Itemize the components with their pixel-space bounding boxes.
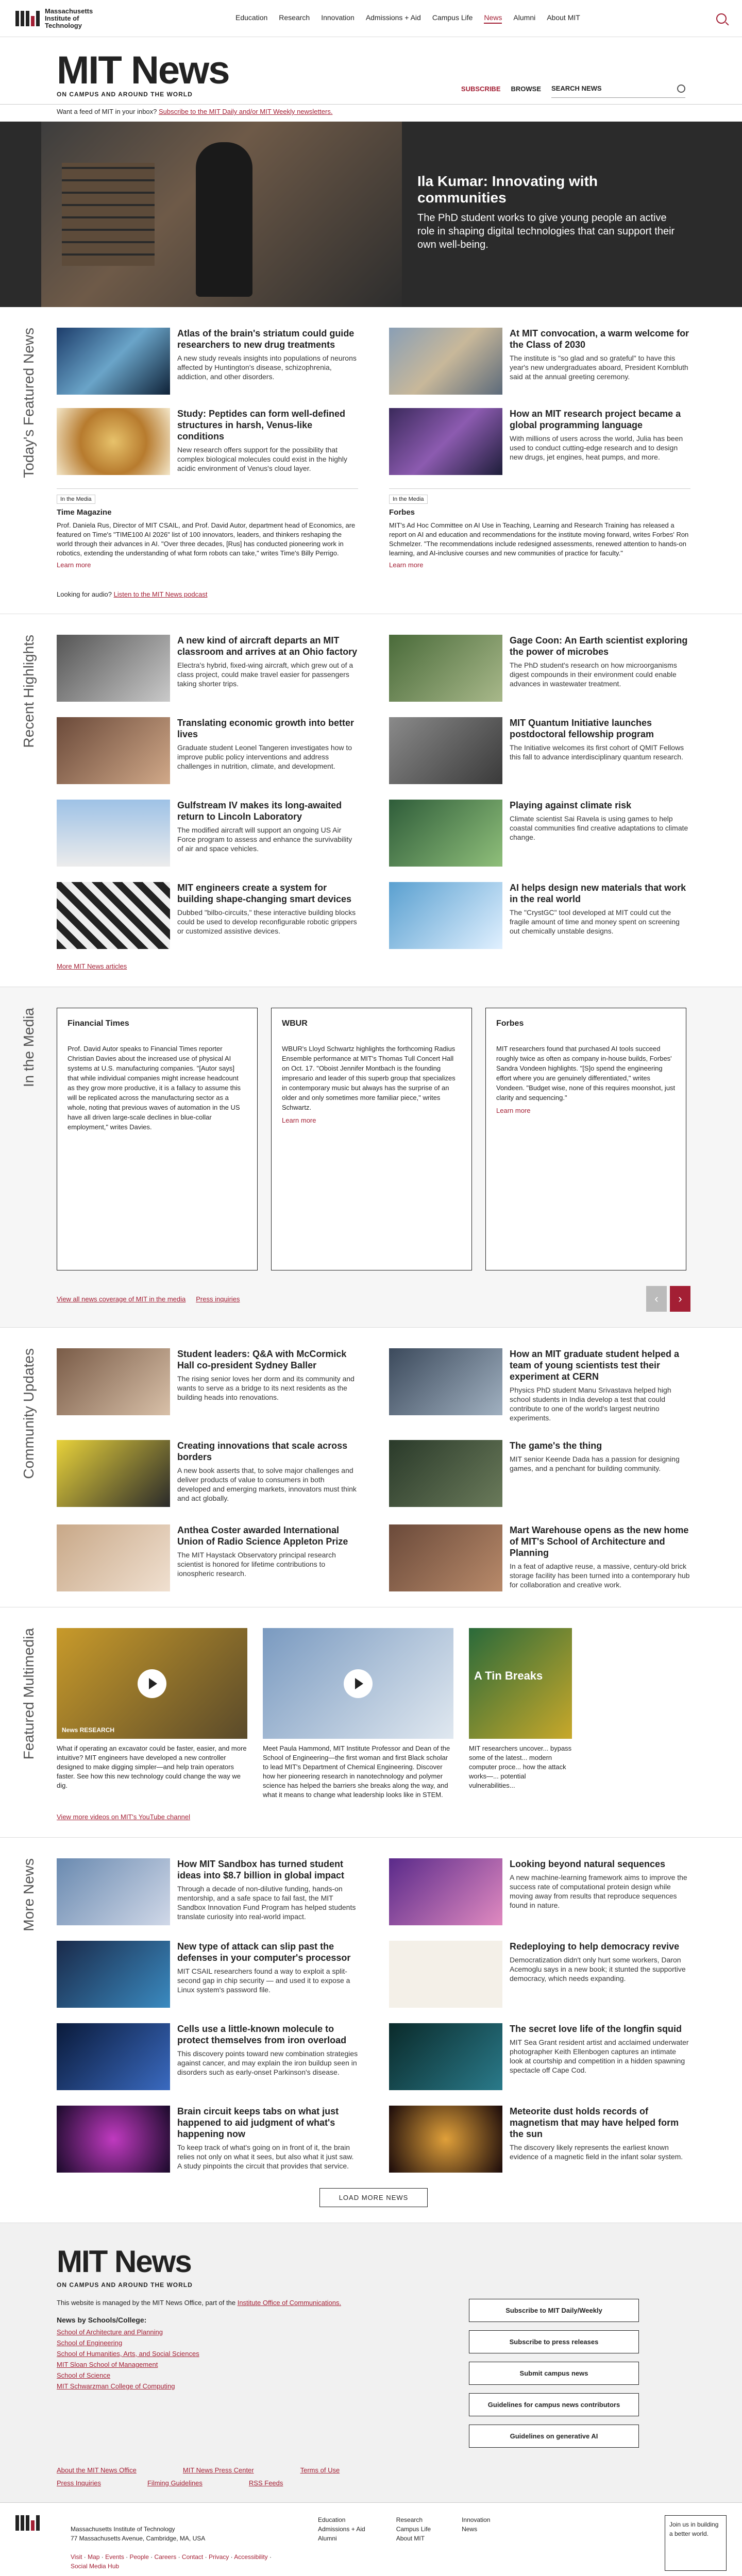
story-title[interactable]: Cells use a little-known molecule to protect themselves from iron overload: [177, 2024, 347, 2045]
podcast-prefix: Looking for audio?: [57, 590, 112, 598]
story-summary: To keep track of what's going on in front of it, the brain relies not only on what it sees, but also what it just saw. A study pinpoints the circuit that provides that service.: [177, 2143, 354, 2170]
story-thumbnail: [57, 882, 170, 949]
community-story[interactable]: [57, 1524, 358, 1591]
story-summary: With millions of users across the world, Julia has been used to conduct cutting-edge research and to design new drugs, jet engines, heat pumps, and more.: [510, 434, 683, 461]
learn-more-link[interactable]: Learn more: [282, 1116, 316, 1124]
carousel-pager: [646, 1286, 690, 1312]
mit-logo-text: Massachusetts Institute of Technology: [45, 7, 93, 29]
story-thumbnail: [389, 1941, 502, 2008]
more-story[interactable]: [389, 1941, 690, 2008]
community-story[interactable]: [389, 1524, 690, 1591]
footer-link[interactable]: Admissions + Aid: [318, 2526, 365, 2533]
recent-story[interactable]: [389, 800, 690, 867]
video-badge: A Tin Breaks: [474, 1669, 543, 1682]
more-story[interactable]: [57, 1941, 358, 2008]
community-story[interactable]: [57, 1348, 358, 1422]
footer-columns: [57, 2299, 685, 2456]
story-summary: Climate scientist Sai Ravela is using games to help coastal communities find creative adaptations to climate change.: [510, 815, 688, 841]
story-summary: The MIT Haystack Observatory principal research scientist is honored for lifetime contributions to ionospheric research.: [177, 1551, 336, 1578]
news-tools: [461, 79, 685, 98]
story-thumbnail: [389, 2106, 502, 2173]
footer-link[interactable]: Research: [396, 2516, 423, 2523]
media-outlet: Financial Times: [68, 1019, 129, 1028]
story-thumbnail: [57, 408, 170, 475]
video-description: What if operating an excavator could be faster, easier, and more intuitive? MIT engineers have developed a new controller designed to make digging simpler—and help train operators faster. See how this new technology could change the way we dig.: [57, 1744, 247, 1789]
mit-address: Massachusetts Institute of Technology 77 Massachusetts Avenue, Cambridge, MA, USA Visit · Map · Events · People · Careers · Contact · Privacy · Accessibility · Social Media Hub: [71, 2526, 272, 2570]
subscribe-daily-button[interactable]: Subscribe to MIT Daily/Weekly: [469, 2299, 639, 2322]
story-summary: The institute is "so glad and so grateful" to have this year's new undergraduates aboard, President Kornbluth said at the annual greeting ceremony.: [510, 354, 688, 381]
story-thumbnail: [57, 1524, 170, 1591]
recent-body: [57, 635, 690, 971]
story-title[interactable]: A new kind of aircraft departs an MIT classroom and arrives at an Ohio factory: [177, 635, 358, 657]
search-input[interactable]: [551, 79, 685, 98]
video-description: Meet Paula Hammond, MIT Institute Professor and Dean of the School of Engineering—the first woman and first Black scholar to lead MIT's Department of Chemical Engineering. Discover how her pioneering research in nanotechnology and polymer science has helped the barriers she breaks along the way, and what it means to change what leadership looks like in STEM.: [263, 1744, 450, 1799]
multimedia-body: [57, 1628, 690, 1822]
story-summary: A new book asserts that, to solve major challenges and deliver products of value to consumers in both developed and emerging markets, innovators must think and act globally.: [177, 1466, 357, 1502]
footer-col-2: [396, 2515, 431, 2571]
footer-left: [57, 2299, 407, 2456]
podcast-line: [57, 590, 690, 598]
nav-education[interactable]: Education: [235, 13, 268, 22]
video-badge: News RESEARCH: [62, 1726, 115, 1734]
footer-link[interactable]: Education: [318, 2516, 346, 2523]
story-thumbnail: [57, 1941, 170, 2008]
media-text: MIT's Ad Hoc Committee on AI Use in Teaching, Learning and Research Training has released a report on AI and education and recommendations for the institute moving forward, writes Forbes' Ron Schmelzer. "The recommendations include redesigned assessments, renewed attention to hands-on learning, and AI-inclusive courses and new communities of practice for faculty.": [389, 521, 689, 557]
hero-summary: The PhD student works to give young people an active role in shaping digital technologies that can support their own well-being.: [417, 212, 675, 250]
footer-link[interactable]: Innovation: [462, 2516, 491, 2523]
story-thumbnail: [57, 717, 170, 784]
media-text: MIT researchers found that purchased AI tools succeed roughly twice as often as company in-house builds, Forbes' Sandra Vondeen highlights. "[S]o spend the engineering effort where you are genuinely differentiated," writes Vondeen. "Budget wise, none of this requires moonshot, just clarity and sequencing.": [496, 1045, 676, 1101]
featured-story[interactable]: [57, 328, 358, 395]
recent-story[interactable]: [389, 717, 690, 784]
featured-body: [57, 328, 690, 598]
footer-links-row1: [57, 2466, 685, 2474]
story-title[interactable]: Looking beyond natural sequences: [510, 1859, 666, 1869]
story-thumbnail: [389, 1858, 502, 1925]
story-thumbnail: [57, 328, 170, 395]
school-link[interactable]: School of Engineering: [57, 2339, 123, 2347]
story-summary: Democratization didn't only hurt some workers, Daron Acemoglu says in a new book; it stunted the supportive democracy, which needs expanding.: [510, 1956, 686, 1982]
story-thumbnail: [57, 2023, 170, 2090]
community-story[interactable]: [389, 1348, 690, 1422]
newsletter-prefix: Want a feed of MIT in your inbox?: [57, 108, 157, 115]
recent-section: [0, 614, 742, 987]
bottom-link[interactable]: Events: [105, 2553, 124, 2561]
footer: [0, 2223, 742, 2502]
school-link[interactable]: MIT Schwarzman College of Computing: [57, 2382, 175, 2390]
story-title[interactable]: Mart Warehouse opens as the new home of MIT's School of Architecture and Planning: [510, 1525, 689, 1558]
story-title[interactable]: The secret love life of the longfin squid: [510, 2024, 682, 2034]
view-coverage-link[interactable]: View all news coverage of MIT in the media: [57, 1295, 186, 1303]
story-title[interactable]: The game's the thing: [510, 1440, 602, 1451]
story-thumbnail: [57, 2106, 170, 2173]
more-story[interactable]: [389, 2106, 690, 2173]
in-media-card[interactable]: [57, 1008, 258, 1270]
story-title[interactable]: Anthea Coster awarded International Union of Radio Science Appleton Prize: [177, 1525, 348, 1547]
footer-link[interactable]: Terms of Use: [300, 2466, 340, 2474]
media-outlet: Time Magazine: [57, 508, 112, 517]
story-summary: The modified aircraft will support an ongoing US Air Force program to assess and enhance the survivability of air and space vehicles.: [177, 826, 352, 853]
media-outlet: WBUR: [282, 1019, 308, 1028]
hero-image: [41, 122, 402, 307]
story-summary: MIT senior Keende Dada has a passion for designing games, and a penchant for building community.: [510, 1455, 680, 1472]
story-title[interactable]: How an MIT research project became a global programming language: [510, 409, 681, 430]
story-summary: In a feat of adaptive reuse, a massive, century-old brick storage facility has been turned into a contemporary hub for collaboration and creative work.: [510, 1562, 690, 1589]
in-media-card[interactable]: [271, 1008, 472, 1270]
featured-story[interactable]: [57, 408, 358, 475]
story-title[interactable]: Playing against climate risk: [510, 800, 632, 810]
story-title[interactable]: Brain circuit keeps tabs on what just happened to aid judgment of what's happening now: [177, 2106, 339, 2139]
video-thumbnail: [57, 1628, 247, 1739]
footer-link[interactable]: About the MIT News Office: [57, 2466, 137, 2474]
story-title[interactable]: Study: Peptides can form well-defined structures in harsh, Venus-like conditions: [177, 409, 346, 442]
mit-logo-mark[interactable]: [15, 2515, 40, 2531]
media-outlet: Forbes: [389, 508, 415, 517]
footer-link[interactable]: News: [462, 2526, 478, 2533]
community-story[interactable]: [57, 1440, 358, 1507]
mit-bottom-bar: [0, 2502, 742, 2576]
nav-campus-life[interactable]: Campus Life: [432, 13, 473, 22]
office-link[interactable]: Institute Office of Communications.: [237, 2299, 342, 2307]
story-thumbnail: [389, 635, 502, 702]
story-thumbnail: [389, 1524, 502, 1591]
bottom-link[interactable]: Map: [88, 2553, 100, 2561]
story-summary: Dubbed "bilbo-circuits," these interactive building blocks could be used to develop reconfigurable robotic grippers or customized assistive devices.: [177, 908, 357, 935]
hero-image-shelf: [62, 163, 155, 266]
press-inquiries-link[interactable]: Press inquiries: [196, 1295, 240, 1303]
bottom-link[interactable]: Social Media Hub: [71, 2563, 120, 2570]
guidelines-button[interactable]: Guidelines for campus news contributors: [469, 2393, 639, 2416]
story-thumbnail: [57, 1440, 170, 1507]
story-thumbnail: [389, 328, 502, 395]
in-media-footer: [57, 1286, 690, 1312]
story-summary: Graduate student Leonel Tangeren investigates how to improve public policy interventions and address challenges in nutrition, climate, and development.: [177, 743, 352, 770]
story-thumbnail: [57, 635, 170, 702]
in-media-body: [57, 1008, 690, 1312]
recent-story[interactable]: [57, 800, 358, 867]
mit-logo[interactable]: [15, 8, 117, 29]
nav-alumni[interactable]: Alumni: [513, 13, 536, 22]
footer-link[interactable]: Campus Life: [396, 2526, 431, 2533]
recent-story[interactable]: [389, 635, 690, 702]
story-thumbnail: [389, 882, 502, 949]
in-media-item: [57, 488, 358, 570]
media-text: Prof. David Autor speaks to Financial Times reporter Christian Davies about the increased use of physical AI systems at U.S. manufacturing companies. "[Autor says] that while individual companies might increase headcount as they grow more productive, it is a fallacy to assume this will be replicated across the manufacturing sector as a whole, noting that previous waves of automation in the US have all driven large-scale declines in blue-collar employment," writes Davies.: [68, 1045, 241, 1131]
podcast-link[interactable]: Listen to the MIT News podcast: [113, 590, 208, 598]
search-icon[interactable]: [716, 13, 727, 24]
bottom-link[interactable]: Careers: [154, 2553, 177, 2561]
story-summary: The rising senior loves her dorm and its community and wants to serve as a bridge to its next residents as the building heads into renovations.: [177, 1375, 355, 1401]
more-story[interactable]: [389, 1858, 690, 1925]
school-link[interactable]: MIT Sloan School of Management: [57, 2361, 158, 2368]
page-subtitle: ON CAMPUS AND AROUND THE WORLD: [57, 91, 193, 98]
nav-about[interactable]: About MIT: [547, 13, 580, 22]
story-title[interactable]: MIT engineers create a system for building shape-changing smart devices: [177, 883, 352, 904]
recent-story[interactable]: [57, 882, 358, 949]
hero-title[interactable]: Ila Kumar: Innovating with communities: [417, 173, 598, 206]
story-summary: Physics PhD student Manu Srivastava helped high school students in India develop a test that could contribute to one of the world's largest neutrino experiments.: [510, 1386, 671, 1422]
story-title[interactable]: Student leaders: Q&A with McCormick Hall co-president Sydney Baller: [177, 1349, 347, 1370]
more-news-section: [0, 1838, 742, 2223]
in-media-card[interactable]: [485, 1008, 686, 1270]
video-card[interactable]: [469, 1628, 572, 1800]
mit-nav-links: [235, 13, 580, 24]
more-story[interactable]: [57, 2106, 358, 2173]
in-media-label: In the Media: [21, 1008, 37, 1088]
more-story[interactable]: [57, 2023, 358, 2090]
story-title[interactable]: New type of attack can slip past the defenses in your computer's processor: [177, 1941, 351, 1963]
story-title[interactable]: At MIT convocation, a warm welcome for the Class of 2030: [510, 328, 689, 350]
media-outlet: Forbes: [496, 1019, 524, 1028]
in-media-section: [0, 987, 742, 1328]
community-label: Community Updates: [21, 1348, 37, 1479]
more-story[interactable]: [389, 2023, 690, 2090]
play-icon[interactable]: [344, 1669, 373, 1698]
load-more-button[interactable]: LOAD MORE NEWS: [319, 2188, 428, 2207]
story-summary: Electra's hybrid, fixed-wing aircraft, which grew out of a class project, could make travel easier for passengers taking shorter trips.: [177, 661, 353, 688]
story-summary: This discovery points toward new combination strategies against cancer, and may explain the iron buildup seen in disorders such as early-onset Parkinson's disease.: [177, 2049, 358, 2076]
story-thumbnail: [57, 1858, 170, 1925]
more-articles-link[interactable]: More MIT News articles: [57, 962, 127, 970]
browse-button[interactable]: BROWSE: [511, 84, 541, 93]
search-icon: [677, 84, 685, 93]
story-thumbnail: [57, 800, 170, 867]
story-title[interactable]: Gulfstream IV makes its long-awaited return to Lincoln Laboratory: [177, 800, 342, 822]
learn-more-link[interactable]: Learn more: [57, 561, 91, 569]
hero-image-person: [196, 142, 252, 297]
recent-story[interactable]: [57, 717, 358, 784]
featured-story[interactable]: [389, 408, 690, 475]
footer-link[interactable]: RSS Feeds: [248, 2479, 283, 2487]
footer-col-3: [462, 2515, 490, 2571]
bottom-link[interactable]: Contact: [181, 2553, 204, 2561]
video-thumbnail: [469, 1628, 572, 1739]
footer-managed: This website is managed by the MIT News Office, part of the Institute Office of Communications.: [57, 2299, 342, 2307]
submit-news-button[interactable]: Submit campus news: [469, 2362, 639, 2385]
schools-heading: News by Schools/College:: [57, 2316, 147, 2324]
story-title[interactable]: Gage Coon: An Earth scientist exploring the power of microbes: [510, 635, 688, 657]
nav-research[interactable]: Research: [279, 13, 310, 22]
featured-section: [0, 307, 742, 614]
schools-list: [57, 2328, 407, 2390]
story-thumbnail: [57, 1348, 170, 1415]
story-title[interactable]: Redeploying to help democracy revive: [510, 1941, 680, 1952]
story-thumbnail: [389, 1348, 502, 1415]
story-thumbnail: [389, 408, 502, 475]
search-placeholder: SEARCH NEWS: [551, 84, 602, 92]
footer-link[interactable]: MIT News Press Center: [182, 2466, 254, 2474]
play-icon[interactable]: [138, 1669, 166, 1698]
in-media-item: [389, 488, 690, 570]
footer-links-row2: [57, 2479, 685, 2487]
media-text: Prof. Daniela Rus, Director of MIT CSAIL, and Prof. David Autor, department head of Economics, are featured on Time's "TIME100 AI 2026" list of 100 innovators, leaders, and thinkers reshaping the world through their advances in AI. "Over three decades, [Rus] has conducted pioneering work in robotics, extending the understanding of what form robots can take," writes Time's Billy Perrigo.: [57, 521, 356, 557]
bottom-link[interactable]: Privacy: [208, 2553, 229, 2561]
story-title[interactable]: How MIT Sandbox has turned student ideas into $8.7 billion in global impact: [177, 1859, 345, 1880]
more-news-body: [57, 1858, 690, 2207]
story-summary: MIT Sea Grant resident artist and acclaimed underwater photographer Keith Ellenbogen captures an intimate look at courtship and competition in a hidden spawning spectacle off Cape Cod.: [510, 2038, 689, 2074]
page-title[interactable]: MIT News: [57, 48, 229, 92]
story-title[interactable]: MIT Quantum Initiative launches postdoctoral fellowship program: [510, 718, 654, 739]
learn-more-link[interactable]: Learn more: [389, 561, 424, 569]
newsletter-line: [0, 105, 742, 122]
nav-news[interactable]: News: [484, 13, 502, 24]
footer-buttons: [469, 2299, 639, 2456]
bottom-link[interactable]: Accessibility: [234, 2553, 268, 2561]
featured-label: Today's Featured News: [21, 328, 37, 478]
story-title[interactable]: Atlas of the brain's striatum could guide researchers to new drug treatments: [177, 328, 355, 350]
story-summary: A new study reveals insights into populations of neurons affected by Huntington's disease, schizophrenia, addiction, and other disorders.: [177, 354, 357, 381]
mit-logo-mark: [15, 11, 40, 26]
story-thumbnail: [389, 717, 502, 784]
video-description: MIT researchers uncover... bypass some of the latest... modern computer proce... how the attack works—... potential vulnerabilities...: [469, 1744, 572, 1789]
story-summary: The Initiative welcomes its first cohort of QMIT Fellows this fall to advance interdisciplinary quantum research.: [510, 743, 684, 761]
youtube-link[interactable]: View more videos on MIT's YouTube channel: [57, 1813, 191, 1821]
footer-link[interactable]: Filming Guidelines: [147, 2479, 203, 2487]
recent-story[interactable]: [389, 882, 690, 949]
story-title[interactable]: AI helps design new materials that work in the real world: [510, 883, 686, 904]
story-summary: The discovery likely represents the earliest known evidence of a magnetic field in the infant solar system.: [510, 2143, 683, 2161]
featured-story[interactable]: [389, 328, 690, 395]
next-arrow-icon[interactable]: ›: [670, 1286, 690, 1312]
mit-global-nav: [0, 0, 742, 37]
story-summary: The PhD student's research on how microorganisms digest compounds in their environment could enable advances in wastewater treatment.: [510, 661, 677, 688]
story-title[interactable]: How an MIT graduate student helped a team of young scientists test their experiment at CERN: [510, 1349, 680, 1382]
prev-arrow-icon[interactable]: ‹: [646, 1286, 667, 1312]
news-header: [0, 37, 742, 105]
story-thumbnail: [389, 2023, 502, 2090]
nav-innovation[interactable]: Innovation: [321, 13, 355, 22]
story-title[interactable]: Translating economic growth into better lives: [177, 718, 355, 739]
hero-text: [402, 122, 690, 307]
nav-admissions[interactable]: Admissions + Aid: [365, 13, 421, 22]
community-body: [57, 1348, 690, 1591]
school-link[interactable]: School of Humanities, Arts, and Social Sciences: [57, 2350, 199, 2358]
join-us-box[interactable]: Join us in building a better world.: [665, 2515, 727, 2571]
footer-col-1: [318, 2515, 365, 2571]
story-summary: Through a decade of non-dilutive funding, hands-on mentorship, and a safe space to fail fast, the MIT Sandbox Innovation Fund Program has helped students translate curiosity into real-world impact.: [177, 1885, 356, 1921]
community-story[interactable]: [389, 1440, 690, 1507]
recent-label: Recent Highlights: [21, 635, 37, 748]
subscribe-button[interactable]: SUBSCRIBE: [461, 84, 501, 93]
footer-link[interactable]: About MIT: [396, 2535, 425, 2542]
learn-more-link[interactable]: Learn more: [496, 1107, 531, 1114]
bottom-link[interactable]: Visit: [71, 2553, 82, 2561]
story-summary: The "CrystGC" tool developed at MIT could cut the fragile amount of time and money spent on screening out chemically unstable designs.: [510, 908, 680, 935]
recent-story[interactable]: [57, 635, 358, 702]
video-card[interactable]: [263, 1628, 453, 1800]
media-tag: In the Media: [57, 495, 95, 504]
newsletter-link[interactable]: Subscribe to the MIT Daily and/or MIT Weekly newsletters.: [159, 108, 333, 115]
multimedia-label: Featured Multimedia: [21, 1628, 37, 1760]
multimedia-section: [0, 1607, 742, 1838]
story-thumbnail: [389, 800, 502, 867]
ai-guidelines-button[interactable]: Guidelines on generative AI: [469, 2425, 639, 2448]
footer-link[interactable]: Press Inquiries: [57, 2479, 101, 2487]
story-title[interactable]: Creating innovations that scale across borders: [177, 1440, 348, 1462]
bottom-link[interactable]: People: [129, 2553, 149, 2561]
story-summary: MIT CSAIL researchers found a way to exploit a split-second gap in chip security — and used it to expose a Linux system's password file.: [177, 1967, 350, 1994]
school-link[interactable]: School of Architecture and Planning: [57, 2328, 163, 2336]
footer-link[interactable]: Alumni: [318, 2535, 337, 2542]
community-section: [0, 1328, 742, 1607]
hero-story[interactable]: [0, 122, 742, 307]
story-thumbnail: [389, 1440, 502, 1507]
media-text: WBUR's Lloyd Schwartz highlights the forthcoming Radius Ensemble performance at MIT's Thomas Tull Concert Hall on Oct. 17. "Oboist Jennifer Montbach is the founding impresario and leader of this superb group that specializes in contemporary music but always has the surprise of an older and only sometimes more familiar piece," writes Schwartz.: [282, 1045, 456, 1111]
video-card[interactable]: [57, 1628, 247, 1800]
footer-title[interactable]: MIT News: [57, 2244, 191, 2279]
school-link[interactable]: School of Science: [57, 2371, 111, 2379]
story-title[interactable]: Meteorite dust holds records of magnetism that may have helped form the sun: [510, 2106, 679, 2139]
video-thumbnail: [263, 1628, 453, 1739]
story-summary: A new machine-learning framework aims to improve the success rate of computational protein design while moving away from results that reproduce sequences found in nature.: [510, 1873, 687, 1909]
more-news-label: More News: [21, 1858, 37, 1931]
subscribe-press-button[interactable]: Subscribe to press releases: [469, 2330, 639, 2353]
more-story[interactable]: [57, 1858, 358, 1925]
media-tag: In the Media: [389, 495, 428, 504]
story-summary: New research offers support for the possibility that complex biological molecules could exist in the highly acidic environment of Venus's cloud layer.: [177, 446, 347, 472]
footer-subtitle: ON CAMPUS AND AROUND THE WORLD: [57, 2281, 193, 2289]
